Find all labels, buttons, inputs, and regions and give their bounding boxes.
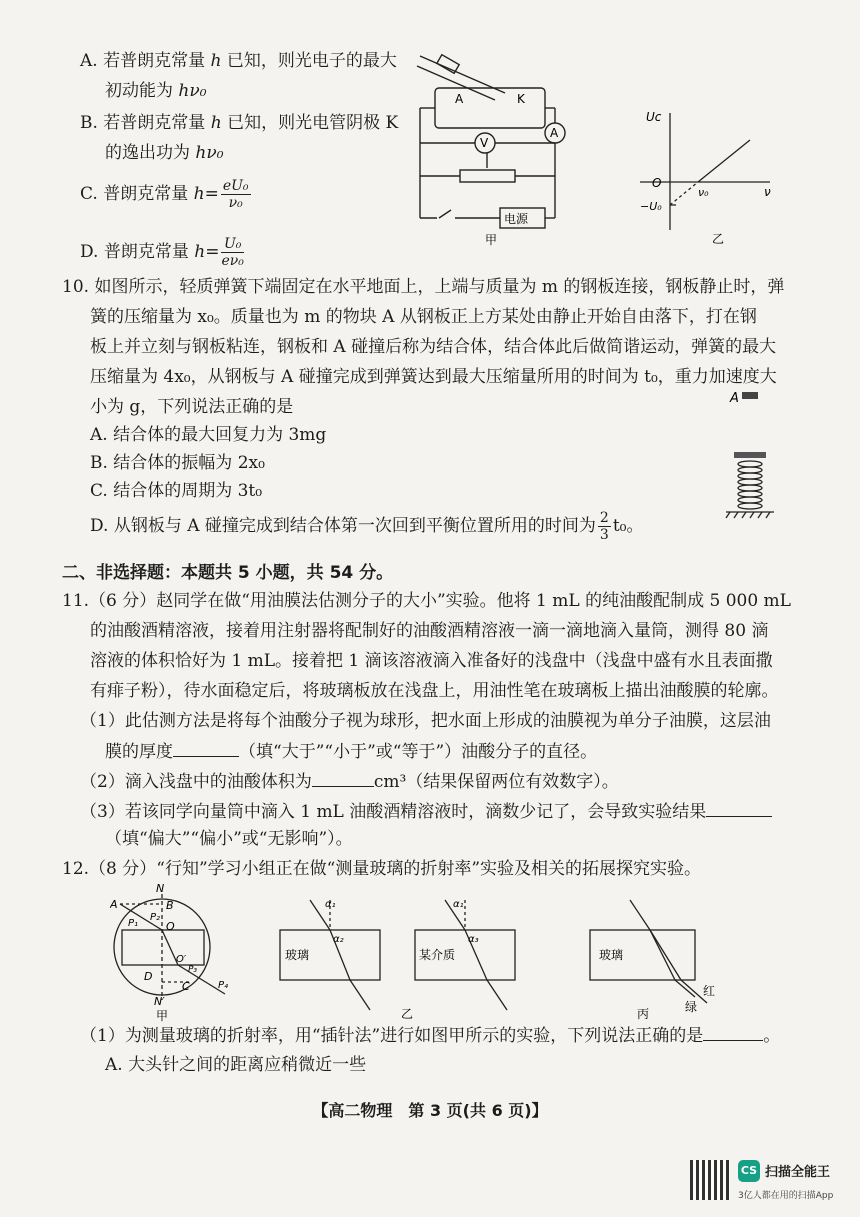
q9-option-c: C. 普朗克常量 h= $\frac{\text{eU₀}}{\text{ν₀}}$ [80,178,249,211]
qr-code [690,1160,730,1200]
q11-part2: （2）滴入浅盘中的油酸体积为 cm³（结果保留两位有效数字）。 [80,772,619,792]
q12-part1: （1）为测量玻璃的折射率，用“插针法”进行如图甲所示的实验，下列说法正确的是 。 [80,1026,781,1046]
y-axis-label: Uc [646,110,662,124]
angle-a1-label: α₁ [325,899,336,910]
q10-line3: 板上并立刻与钢板粘连，钢板和 A 碰撞后称为结合体，结合体此后做简谐运动，弹簧的最大 [90,337,777,357]
answer-blank-2[interactable] [312,770,374,787]
medium-label: 某介质 [419,948,456,962]
figure-caption-yi-2: 乙 [401,1007,414,1020]
stopping-voltage-graph [630,105,780,245]
q9-option-b-line2: 的逸出功为 hν₀ [105,143,224,163]
angle-a3-label: α₃ [468,934,479,945]
glass-label-2: 玻璃 [599,948,624,962]
q9-option-d: D. 普朗克常量 h= $\frac{\text{U₀}}{\text{eν₀}}$ [80,236,244,269]
angle-a1b-label: α₁ [453,899,464,910]
figure-caption-jia: 甲 [485,233,498,247]
q10-option-b: B. 结合体的振幅为 2x₀ [90,453,265,473]
section-heading: 二、非选择题：本题共 5 小题，共 54 分。 [62,563,394,583]
origin-label: O [652,176,662,190]
label-C: C [182,980,190,993]
voltmeter-label: V [480,136,489,150]
label-P1: P₁ [128,918,139,929]
block-a [742,392,758,399]
block-a-label: A [730,391,739,406]
q10-line5: 小为 g，下列说法正确的是 [90,397,294,417]
answer-blank-1[interactable] [173,740,239,757]
q10-line4: 压缩量为 4x₀，从钢板与 A 碰撞完成到弹簧达到最大压缩量所用的时间为 t₀，重力加速度大 [90,367,777,387]
steel-plate [734,452,766,458]
q11-line4: 有痱子粉），待水面稳定后，将玻璃板放在浅盘上，用油性笔在玻璃板上描出油酸膜的轮廓。 [90,681,779,701]
camscanner-logo: CS [738,1160,760,1182]
label-P4: P₄ [218,980,229,991]
answer-blank-4[interactable] [703,1024,763,1041]
label-O: O [166,920,175,933]
ammeter-label: A [550,126,559,140]
label-N-prime: N′ [154,995,165,1008]
label-N: N [156,882,165,895]
cathode-label: K [517,92,525,106]
refraction-slabs-diagram [275,895,535,1020]
red-ray-label: 红 [703,984,716,998]
x-axis-label: ν [764,185,771,199]
green-ray-label: 绿 [685,1000,698,1014]
y-tick-label: −U₀ [640,200,662,213]
label-D: D [144,970,153,983]
photoelectric-circuit-diagram [405,48,585,248]
q9-option-a-line1: A. 若普朗克常量 h 已知，则光电子的最大 [80,51,397,71]
q11-part1-line2: 膜的厚度 （填“大于”“小于”或“等于”）油酸分子的直径。 [105,742,598,762]
q12-line1: 12.（8 分）“行知”学习小组正在做“测量玻璃的折射率”实验及相关的拓展探究实验。 [62,859,702,879]
angle-a2-label: α₂ [333,934,344,945]
answer-blank-3[interactable] [706,800,772,817]
badge-subtitle: 3亿人都在用的扫描App [738,1191,834,1201]
page-footer: 【高二物理 第 3 页(共 6 页)】 [312,1101,548,1120]
dispersion-diagram [585,895,735,1020]
x-tick-label: ν₀ [698,186,709,199]
q10-option-d: D. 从钢板与 A 碰撞完成到结合体第一次回到平衡位置所用的时间为 $\frac{2}{3}$ t₀。 [90,510,644,543]
q12-option-a: A. 大头针之间的距离应稍微近一些 [105,1055,367,1075]
pin-method-diagram [110,882,250,1022]
q10-line2: 簧的压缩量为 x₀。质量也为 m 的物块 A 从钢板正上方某处由静止开始自由落下，打在钢 [90,307,757,327]
q11-part3-line2: （填“偏大”“偏小”或“无影响”）。 [105,829,353,849]
glass-label-1: 玻璃 [285,948,310,962]
q9-option-a-line2: 初动能为 hν₀ [105,81,207,101]
power-source-label: 电源 [504,212,529,226]
q11-line2: 的油酸酒精溶液，接着用注射器将配制好的油酸酒精溶液一滴一滴地滴入量筒，测得 80 滴 [90,621,769,641]
q11-line3: 溶液的体积恰好为 1 mL。接着把 1 滴该溶液滴入准备好的浅盘中（浅盘中盛有水且表面撒 [90,651,773,671]
q10-option-a: A. 结合体的最大回复力为 3mg [90,425,327,445]
q11-line1: 11.（6 分）赵同学在做“用油膜法估测分子的大小”实验。他将 1 mL 的纯油酸配制成 5 000 mL [62,591,791,611]
label-B: B [166,899,174,912]
label-P3: P₃ [188,965,198,975]
figure-caption-yi: 乙 [712,232,725,245]
q9-option-b-line1: B. 若普朗克常量 h 已知，则光电管阴极 K [80,113,399,133]
q10-option-c: C. 结合体的周期为 3t₀ [90,481,263,501]
label-P2: P₂ [150,912,161,923]
badge-title: 扫描全能王 [765,1165,831,1180]
q11-part1-line1: （1）此估测方法是将每个油酸分子视为球形，把水面上形成的油膜视为单分子油膜，这层油 [80,711,771,731]
label-A: A [110,898,118,911]
figure-caption-bing: 丙 [637,1007,650,1020]
q11-part3-line1: （3）若该同学向量筒中滴入 1 mL 油酸酒精溶液时，滴数少记了，会导致实验结果 [80,800,772,823]
spring-diagram [720,386,780,526]
figure-caption-jia-2: 甲 [156,1009,169,1022]
label-O-prime: O′ [176,954,187,965]
q10-line1: 10. 如图所示，轻质弹簧下端固定在水平地面上，上端与质量为 m 的钢板连接，钢板静止时，弹 [62,277,785,297]
anode-label: A [455,92,464,106]
